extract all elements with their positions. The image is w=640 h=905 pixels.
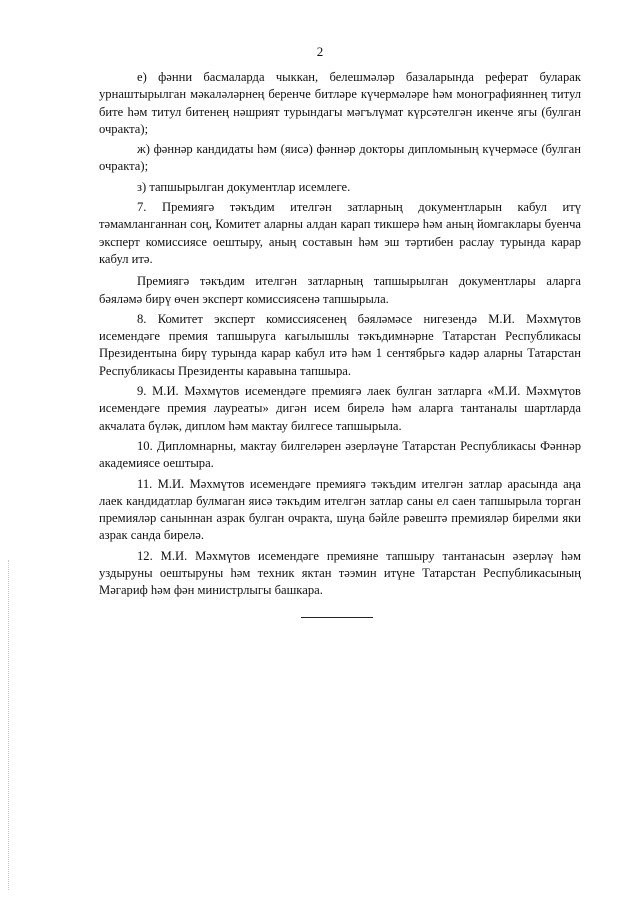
- paragraph-clause-7-continued: Премиягә тәкъдим ителгән затларның тапшырылган документлары аларга бәяләмә бирү өчен эксперт комиссиясенә тапшырыла.: [99, 274, 581, 306]
- page-number: 2: [316, 44, 324, 59]
- paragraph-clause-12: 12. М.И. Мәхмүтов исемендәге премияне тапшыру тантанасын әзерләү һәм уздыруны оештыруны һәм техник яктан тәэмин итүне Татарстан Республикасының Мәгариф һәм фән министрлыгы башкара.: [99, 548, 581, 598]
- end-of-document-rule: [301, 617, 373, 618]
- paragraph-clause-11: 11. М.И. Мәхмүтов исемендәге премиягә тәкъдим ителгән затлар арасында аңа лаек кандидатлар булмаган яисә тәкъдим ителгән затлар саны ел саен тапшырыла торган премияләр саныннан азрак булган очракта, шуңа бәйле рәвештә премияләр бирелми яки азрак санда бирелә.: [99, 476, 581, 543]
- paragraph-item-e: е) фәнни басмаларда чыккан, белешмәләр базаларында реферат буларак урнаштырылган мәкаләләрнең беренче битләре күчермәләре һәм монографияннең титул бите һәм титул битенең нәшрият турындагы мәгълүмат күрсәтелгән икенче ягы (булган очракта);: [99, 70, 581, 136]
- scan-margin-dots: [8, 560, 11, 890]
- paragraph-clause-10: 10. Дипломнарны, мактау билгеләрен әзерләүне Татарстан Республикасы Фәннәр академиясе оештыра.: [99, 438, 581, 471]
- document-body: [99, 69, 581, 600]
- paragraph-clause-7: 7. Премиягә тәкъдим ителгән затларның документларын кабул итү тәмамланганнан соң, Комитет аларны алдан карап тикшерә һәм аның йомгаклары буенча эксперт комиссиясе оештыру, аның составын һәм эш тәртибен раслау турында карар кабул итә.: [99, 200, 581, 266]
- paragraph-clause-9: 9. М.И. Мәхмүтов исемендәге премиягә лаек булган затларга «М.И. Мәхмүтов исемендәге премия лауреаты» дигән исем бирелә һәм аларга тантаналы шартларда акчалата бүләк, диплом һәм мактау билгесе тапшырыла.: [99, 384, 581, 433]
- paragraph-item-zh: ж) фәннәр кандидаты һәм (яисә) фәннәр докторы дипломының күчермәсе (булган очракта);: [99, 142, 581, 174]
- paragraph-item-z: з) тапшырылган документлар исемлеге.: [137, 179, 351, 194]
- paragraph-clause-8: 8. Комитет эксперт комиссиясенең бәяләмәсе нигезендә М.И. Мәхмүтов исемендәге премия тапшыруга кагылышлы тәкъдимнәрне Татарстан Республикасы Президентына бирү турында карар кабул итә һәм 1 сентябрьгә кадәр аларны Татарстан Республикасы Президенты каравына тапшыра.: [99, 311, 581, 378]
